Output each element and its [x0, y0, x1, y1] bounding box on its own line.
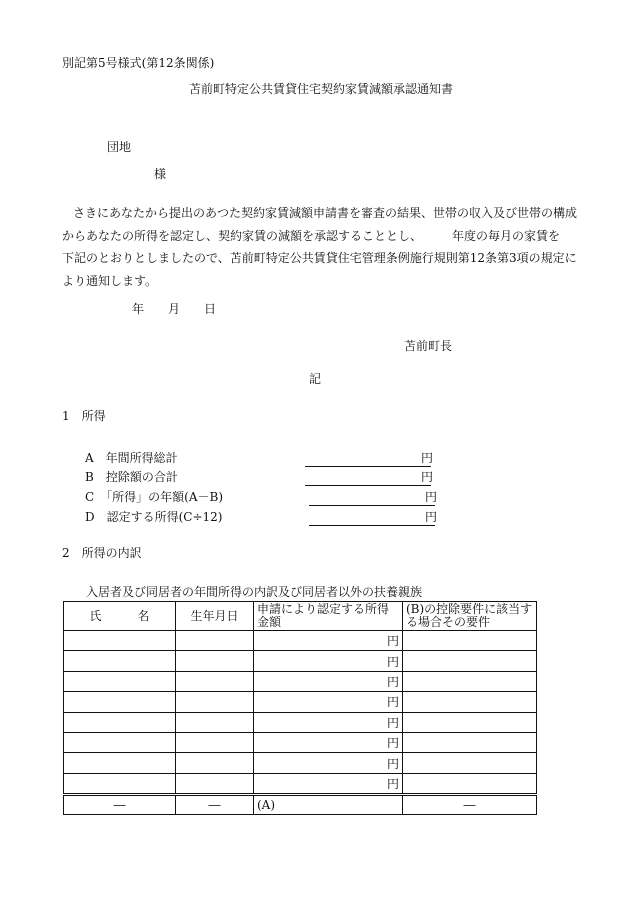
- name-cell[interactable]: [64, 692, 176, 712]
- section2-heading: 2 所得の内訳: [62, 546, 142, 560]
- income-breakdown-table: [63, 601, 537, 815]
- fill-line: [309, 505, 435, 506]
- header-birthdate: 生年月日: [176, 602, 254, 631]
- requirement-cell[interactable]: [403, 732, 537, 752]
- table-row: [64, 631, 537, 651]
- ki-marker: 記: [309, 372, 322, 386]
- issuer: 苫前町長: [404, 339, 453, 353]
- income-cell[interactable]: 円: [254, 753, 403, 773]
- requirement-cell[interactable]: [403, 692, 537, 712]
- table-row: [64, 753, 537, 773]
- income-row-d: [85, 508, 445, 526]
- name-cell[interactable]: [64, 732, 176, 752]
- birthdate-cell[interactable]: [176, 631, 254, 651]
- requirement-cell[interactable]: [403, 671, 537, 691]
- addressee-sama: 様: [154, 167, 167, 181]
- table-total-row: [64, 795, 537, 815]
- table-caption: 入居者及び同居者の年間所得の内訳及び同居者以外の扶養親族: [86, 585, 423, 599]
- birthdate-cell[interactable]: [176, 732, 254, 752]
- income-row-c: [85, 488, 445, 506]
- name-cell[interactable]: [64, 773, 176, 794]
- danchi-label: 団地: [107, 140, 132, 154]
- income-label: A 年間所得総計: [85, 451, 178, 465]
- total-requirement-cell: ―: [403, 795, 537, 815]
- total-name-cell: ―: [64, 795, 176, 815]
- birthdate-cell[interactable]: [176, 712, 254, 732]
- income-cell[interactable]: 円: [254, 712, 403, 732]
- header-deduction-requirement: (B)の控除要件に該当する場合その要件: [403, 602, 537, 631]
- table-row: [64, 712, 537, 732]
- date-line: 年 月 日: [132, 302, 217, 316]
- name-cell[interactable]: [64, 651, 176, 671]
- yen-unit: 円: [421, 451, 434, 465]
- requirement-cell[interactable]: [403, 651, 537, 671]
- requirement-cell[interactable]: [403, 712, 537, 732]
- birthdate-cell[interactable]: [176, 651, 254, 671]
- total-birthdate-cell: ―: [176, 795, 254, 815]
- total-income-cell: (A): [254, 795, 403, 815]
- body-line: さきにあなたから提出のあつた契約家賃減額申請書を審査の結果、世帯の収入及び世帯の構成: [73, 206, 578, 220]
- fill-line: [309, 525, 435, 526]
- income-cell[interactable]: 円: [254, 631, 403, 651]
- fill-line: [305, 466, 431, 467]
- table-row: [64, 651, 537, 671]
- income-row-a: [85, 449, 445, 467]
- income-label: C 「所得」の年額(A－B): [85, 490, 224, 504]
- yen-unit: 円: [425, 510, 438, 524]
- form-label: 別記第5号様式(第12条関係): [62, 56, 215, 70]
- birthdate-cell[interactable]: [176, 671, 254, 691]
- table-body: [64, 631, 537, 815]
- birthdate-cell[interactable]: [176, 753, 254, 773]
- income-cell[interactable]: 円: [254, 692, 403, 712]
- requirement-cell[interactable]: [403, 753, 537, 773]
- income-row-b: [85, 468, 445, 486]
- requirement-cell[interactable]: [403, 631, 537, 651]
- income-cell[interactable]: 円: [254, 671, 403, 691]
- header-name: 氏 名: [64, 602, 176, 631]
- fill-line: [305, 485, 431, 486]
- table-row: [64, 671, 537, 691]
- name-cell[interactable]: [64, 671, 176, 691]
- table-header-row: [64, 602, 537, 631]
- notice-body: [62, 202, 578, 292]
- income-label: D 認定する所得(C÷12): [85, 510, 223, 524]
- body-line: からあなたの所得を認定し、契約家賃の減額を承認することとし、 年度の毎月の家賃を: [62, 228, 561, 243]
- name-cell[interactable]: [64, 753, 176, 773]
- requirement-cell[interactable]: [403, 773, 537, 794]
- birthdate-cell[interactable]: [176, 773, 254, 794]
- yen-unit: 円: [421, 470, 434, 484]
- income-cell[interactable]: 円: [254, 651, 403, 671]
- header-certified-income: 申請により認定する所得金額: [254, 602, 403, 631]
- birthdate-cell[interactable]: [176, 692, 254, 712]
- section1-heading: 1 所得: [62, 409, 106, 423]
- income-cell[interactable]: 円: [254, 773, 403, 794]
- income-label: B 控除額の合計: [85, 470, 178, 484]
- table-row: [64, 732, 537, 752]
- yen-unit: 円: [425, 490, 438, 504]
- document-title: 苫前町特定公共賃貸住宅契約家賃減額承認通知書: [189, 82, 454, 96]
- name-cell[interactable]: [64, 631, 176, 651]
- name-cell[interactable]: [64, 712, 176, 732]
- income-cell[interactable]: 円: [254, 732, 403, 752]
- body-line: 下記のとおりとしましたので、苫前町特定公共賃貸住宅管理条例施行規則第12条第3項の規定に: [62, 251, 577, 265]
- table-row: [64, 773, 537, 794]
- table-row: [64, 692, 537, 712]
- body-line: より通知します。: [62, 273, 158, 288]
